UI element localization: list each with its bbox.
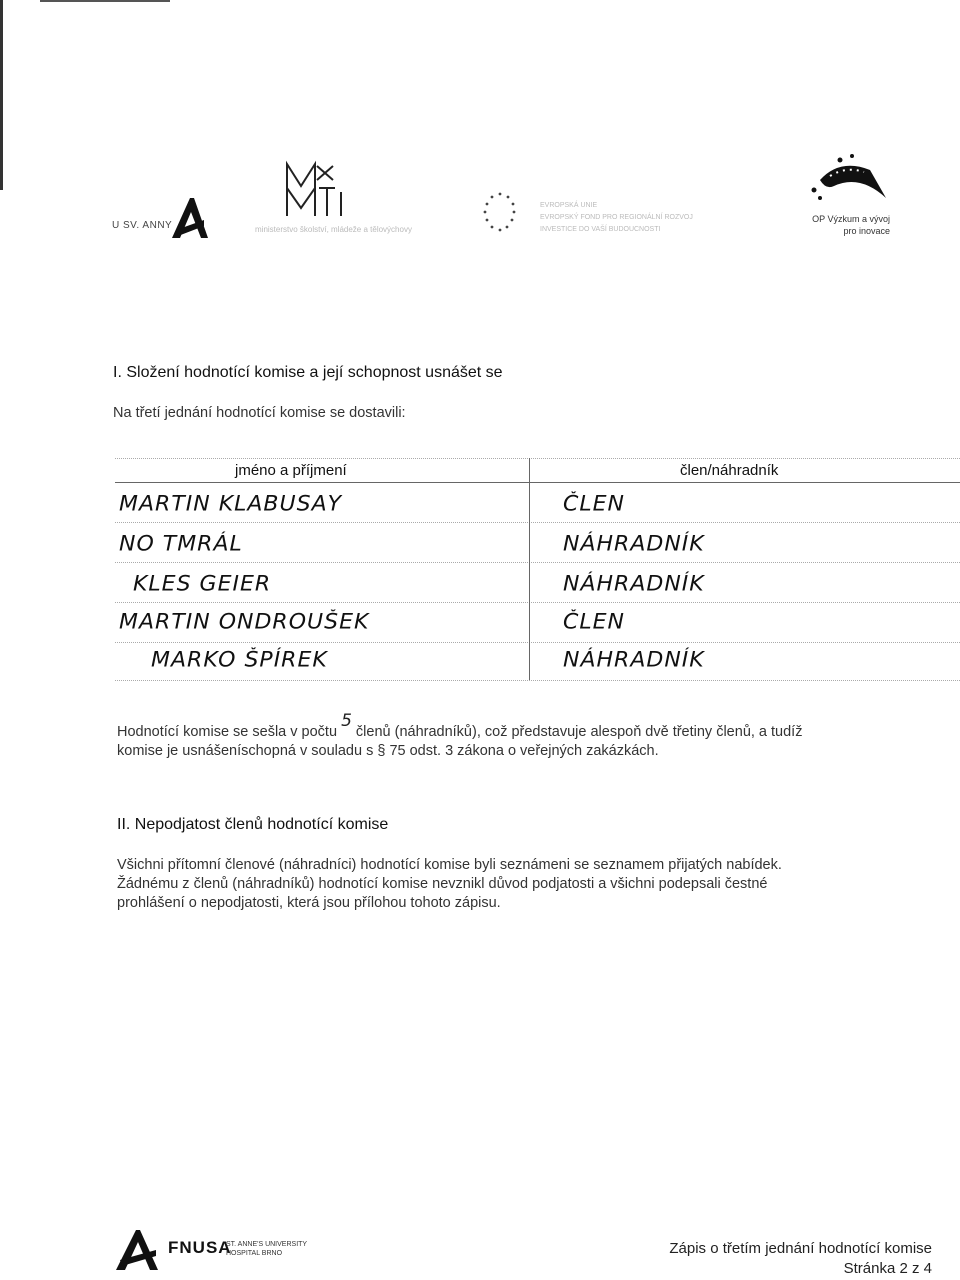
msmt-subtitle: ministerstvo školství, mládeže a tělovýchovy: [255, 225, 412, 234]
row-role: ČLEN: [563, 610, 625, 635]
footer-document-title: Zápis o třetím jednání hodnotící komise: [669, 1240, 932, 1257]
eu-line-3: INVESTICE DO VAŠÍ BUDOUCNOSTI: [540, 226, 661, 233]
row-divider: [115, 602, 960, 603]
eu-stars-icon: [480, 190, 520, 234]
row-name: MARTIN ONDROUŠEK: [119, 610, 370, 635]
row-name: KLES GEIER: [133, 572, 272, 597]
fnusa-sub-line-2: HOSPITAL BRNO: [226, 1250, 283, 1257]
eu-subtitle: [540, 200, 700, 236]
row-role: NÁHRADNÍK: [563, 572, 705, 597]
row-role: NÁHRADNÍK: [563, 532, 705, 557]
fnusa-sub-line-1: ST. ANNE'S UNIVERSITY: [226, 1241, 308, 1248]
quorum-prefix: Hodnotící komise se sešla v počtu: [117, 724, 338, 740]
op-vavpi-text: [790, 213, 890, 237]
fnusa-subtitle: [226, 1240, 307, 1258]
quorum-count-handwritten: 5: [341, 711, 352, 731]
scan-artifact-top-line: [40, 0, 170, 2]
section1-intro: Na třetí jednání hodnotící komise se dostavili:: [113, 405, 406, 421]
section2-line3: prohlášení o nepodjatosti, která jsou přílohou tohoto zápisu.: [117, 895, 501, 911]
usv-label: U SV. ANNY: [112, 220, 173, 231]
col-head-role: člen/náhradník: [680, 462, 779, 479]
op-line-1: OP Výzkum a vývoj: [812, 214, 890, 224]
table-top-line: [115, 458, 960, 459]
op-vavpi-logo-icon: [800, 150, 890, 210]
scan-artifact-left-edge: [0, 0, 3, 190]
fnusa-wordmark: FNUSA: [168, 1238, 232, 1257]
eu-line-1: EVROPSKÁ UNIE: [540, 202, 598, 209]
row-name: MARKO ŠPÍREK: [151, 648, 328, 673]
section2-line2: Žádnému z členů (náhradníků) hodnotící komise nevznikl důvod podjatosti a všichni podepsali čestné: [117, 876, 768, 892]
footer-page-number: Stránka 2 z 4: [843, 1260, 932, 1277]
op-line-2: pro inovace: [843, 226, 890, 236]
row-role: NÁHRADNÍK: [563, 648, 705, 673]
row-divider: [115, 562, 960, 563]
section2-heading: II. Nepodjatost členů hodnotící komise: [117, 816, 389, 833]
quorum-statement-line2: komise je usnášeníschopná v souladu s § 75 odst. 3 zákona o veřejných zakázkách.: [117, 743, 659, 759]
fnusa-a-logo-icon: [170, 196, 210, 240]
row-name: NO TMRÁL: [119, 532, 243, 557]
section2-line1: Všichni přítomní členové (náhradníci) hodnotící komise byli seznámeni se seznamem přijatých nabídek.: [117, 857, 782, 873]
col-head-name: jméno a příjmení: [235, 462, 347, 479]
quorum-suffix: členů (náhradníků), což představuje alespoň dvě třetiny členů, a tudíž: [355, 724, 803, 740]
row-role: ČLEN: [563, 492, 625, 517]
attendance-table: [115, 450, 960, 682]
table-header-line: [115, 482, 960, 483]
fnusa-footer-logo-icon: [112, 1228, 162, 1272]
msmt-logo-icon: [283, 158, 363, 218]
table-bottom-line: [115, 680, 960, 681]
row-divider: [115, 642, 960, 643]
row-name: MARTIN KLABUSAY: [119, 492, 343, 517]
eu-line-2: EVROPSKÝ FOND PRO REGIONÁLNÍ ROZVOJ: [540, 214, 693, 221]
section1-heading: I. Složení hodnotící komise a její schopnost usnášet se: [113, 364, 503, 381]
row-divider: [115, 522, 960, 523]
quorum-statement: [117, 711, 957, 741]
column-divider: [529, 458, 530, 680]
